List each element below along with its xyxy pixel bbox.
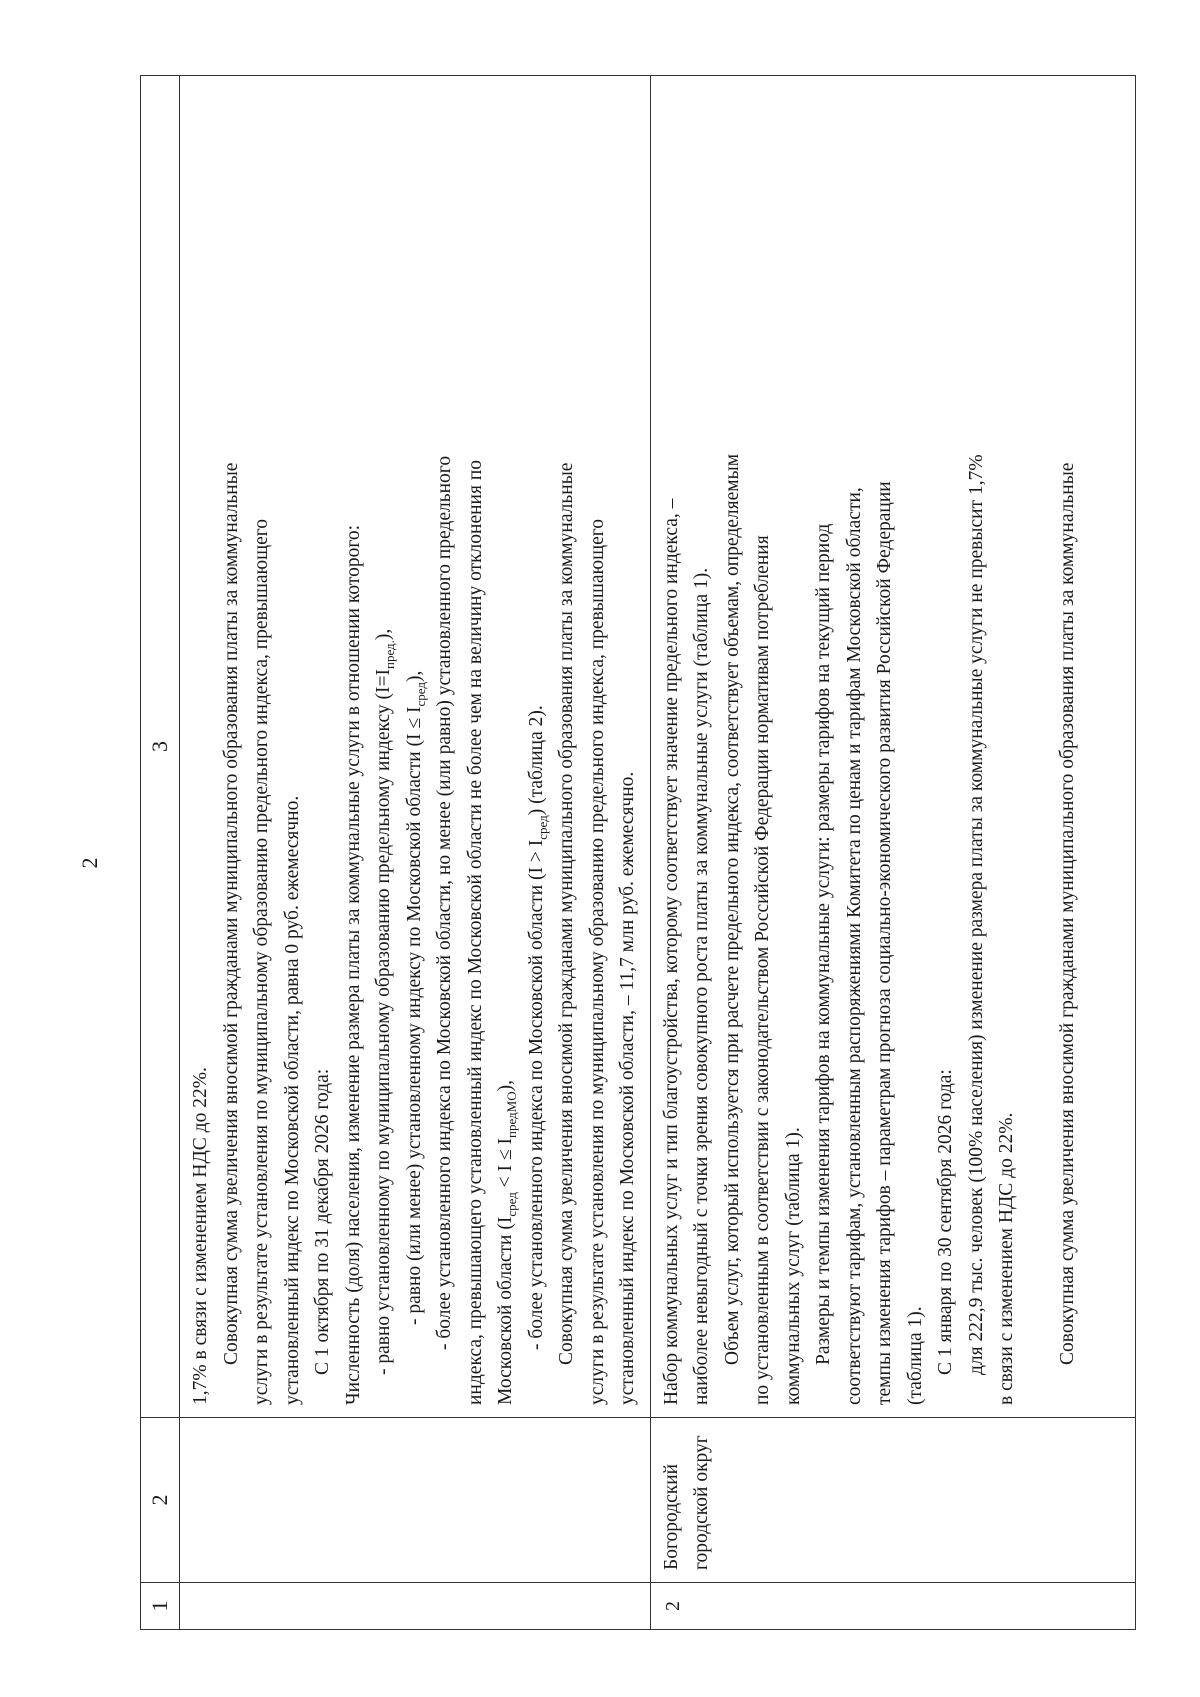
blank-line [1023,88,1053,1405]
row-content [180,76,651,1418]
text-line: соответствуют тарифам, установленным распоряжениями Комитета по ценам и тарифам Московской области, [843,487,865,1405]
text-line: С 1 октября по 31 декабря 2026 года: [312,1068,333,1375]
text-line: Совокупная сумма увеличения вносимой гражданами муниципального образования платы за коммунальные [220,462,242,1365]
text-line: услуги в результате установления по муниципальному образованию предельного индекса, превышающего [586,518,608,1405]
header-cell-2: 2 [141,1418,180,1583]
text-line: в связи с изменением НДС до 22%. [996,1112,1017,1405]
text-line: Объем услуг, который используется при расчете предельного индекса, соответствует объемам, определяемым [721,453,743,1365]
text-line: - более установленного индекса по Московской области, но менее (или равно) установленного предельного [434,455,455,1350]
text-line: Численность (доля) населения, изменение размера платы за коммунальные услуги в отношении которого: [342,524,364,1405]
text-line: по установленным в соответствии с законодательством Российской Федерации нормативам потребления [752,535,773,1405]
text-line: Совокупная сумма увеличения вносимой гражданами муниципального образования платы за коммунальные [556,462,577,1365]
row-number [180,1583,651,1630]
text-line: установленный индекс по Московской области, – 11,7 млн руб. ежемесячно. [617,771,638,1405]
text-line: Московской области $(I_{сред} < I \le I_{предМО})$, [495,1080,519,1405]
text-line: наиболее невыгодный с точки зрения совокупного роста платы за коммунальные услуги (таблица 1). [691,567,712,1405]
text-line: (таблица 1). [904,1306,926,1405]
text-line: - более установленного индекса по Московской области $(I > I_{сред})$ (таблица 2). [525,705,550,1350]
table-header-row [141,76,180,1630]
page-number: 2 [77,857,102,869]
text-line: для 222,9 тыс. человек (100% населения) изменение размера платы за коммунальные услуги не превысит 1,7% [965,454,987,1375]
text-line: - равно установленному по муниципальному образованию предельному индексу $(I=I_{пред.})$, [373,628,397,1375]
row-content [650,76,1135,1418]
rotated-table-container [140,75,1080,1630]
text-line: установленный индекс по Московской области, равна 0 руб. ежемесячно. [281,795,303,1405]
text-line: услуги в результате установления по муниципальному образованию предельного индекса, превышающего [251,518,272,1405]
text-line: коммунальных услуг (таблица 1). [782,1127,804,1405]
table-row [180,76,651,1630]
text-line: Набор коммунальных услуг и тип благоустройства, которому соответствует значение предельного индекса, – [660,498,682,1405]
document-table [140,75,1136,1630]
header-cell-3: 3 [141,76,180,1418]
text-line: Совокупная сумма увеличения вносимой гражданами муниципального образования платы за коммунальные [1056,462,1078,1365]
municipality-name [180,1418,651,1583]
row-number: 2 [650,1583,1135,1630]
text-line: - равно (или менее) установленному индексу по Московской области $(I \le I_{сред})$, [403,670,428,1325]
text-line: темпы изменения тарифов – параметрам прогноза социально-экономического развития Российской Федерации [874,481,895,1405]
table-row [650,76,1135,1630]
text-line: Размеры и темпы изменения тарифов на коммунальные услуги: размеры тарифов на текущий период [813,523,834,1365]
header-cell-1: 1 [141,1583,180,1630]
municipality-name: Богородский городской округ [650,1418,1135,1583]
text-line: индекса, превышающего установленный индекс по Московской области не более чем на величину отклонения по [464,459,486,1405]
text-line: 1,7% в связи с изменением НДС до 22%. [190,1067,211,1405]
text-line: С 1 января по 30 сентября 2026 года: [935,1069,956,1375]
